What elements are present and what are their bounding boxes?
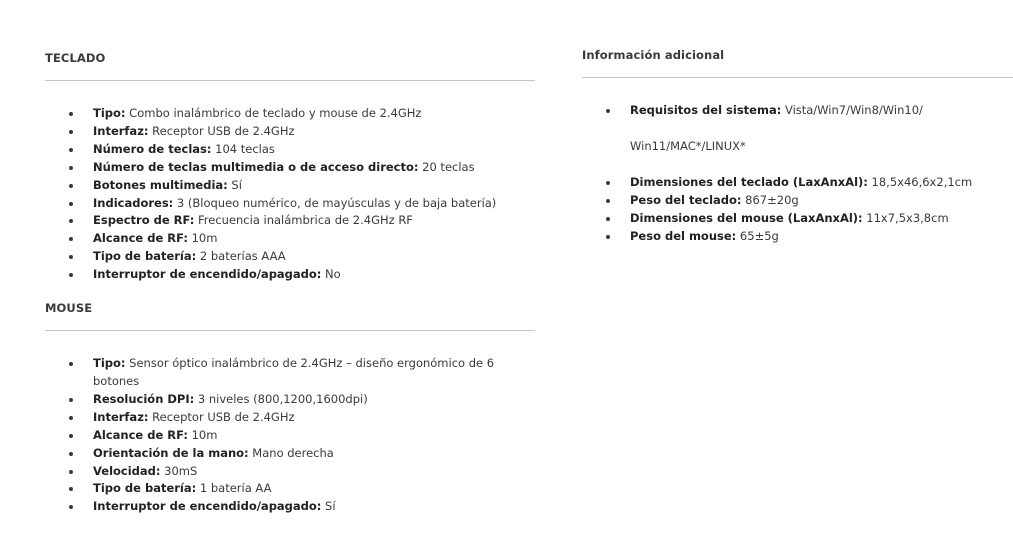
requirements-list xyxy=(582,102,1013,120)
spec-label: Peso del teclado: xyxy=(630,192,742,207)
list-item xyxy=(45,212,535,230)
spec-label: Indicadores: xyxy=(93,195,174,210)
spec-value: 3 (Bloqueo numérico, de mayúsculas y de baja batería) xyxy=(173,195,497,210)
spec-value: 30mS xyxy=(160,463,198,478)
spec-value: 10m xyxy=(187,427,218,442)
additional-info-title: Información adicional xyxy=(582,48,725,62)
list-item xyxy=(45,141,535,159)
spec-label: Espectro de RF: xyxy=(93,213,195,228)
list-item xyxy=(582,174,1013,192)
list-item xyxy=(582,210,1013,228)
spec-value: Receptor USB de 2.4GHz xyxy=(148,123,295,138)
spec-label: Número de teclas: xyxy=(93,141,212,156)
spec-value: 10m xyxy=(187,231,218,246)
spec-label: Número de teclas multimedia o de acceso directo: xyxy=(93,159,419,174)
spec-value: Sensor óptico inalámbrico de 2.4GHz – diseño ergonómico de 6 botones xyxy=(93,356,495,388)
list-item xyxy=(45,123,535,141)
spec-value: Sí xyxy=(227,177,242,192)
spec-value: Receptor USB de 2.4GHz xyxy=(148,409,295,424)
spec-value: 3 niveles (800,1200,1600dpi) xyxy=(194,391,368,406)
list-item xyxy=(45,195,535,213)
mouse-spec-list xyxy=(45,355,535,516)
spec-label: Alcance de RF: xyxy=(93,231,188,246)
list-item xyxy=(45,445,535,463)
list-item xyxy=(45,105,535,123)
spec-label: Orientación de la mano: xyxy=(93,445,249,460)
list-item xyxy=(45,427,535,445)
spec-label: Tipo: xyxy=(93,106,126,120)
spec-value: No xyxy=(321,267,341,282)
spec-value: 104 teclas xyxy=(211,141,275,156)
spec-label: Tipo de batería: xyxy=(93,481,197,496)
list-item xyxy=(582,192,1013,210)
list-item xyxy=(45,409,535,427)
spec-label: Peso del mouse: xyxy=(630,228,737,243)
list-item xyxy=(45,463,535,481)
spec-label: Requisitos del sistema: xyxy=(630,103,782,117)
list-item xyxy=(582,102,1013,120)
list-item xyxy=(45,177,535,195)
list-item xyxy=(45,230,535,248)
spec-label: Interruptor de encendido/apagado: xyxy=(93,499,322,514)
spec-label: Tipo de batería: xyxy=(93,249,197,264)
spec-label: Interfaz: xyxy=(93,123,149,138)
left-column xyxy=(45,0,535,516)
spec-label: Interruptor de encendido/apagado: xyxy=(93,267,322,282)
spec-label: Botones multimedia: xyxy=(93,177,228,192)
keyboard-spec-list xyxy=(45,105,535,284)
list-item xyxy=(45,355,535,391)
spec-value: Frecuencia inalámbrica de 2.4GHz RF xyxy=(194,213,413,228)
spec-value: Vista/Win7/Win8/Win10/ xyxy=(781,103,923,117)
spec-value: 20 teclas xyxy=(418,159,475,174)
spec-value: 18,5x46,6x2,1cm xyxy=(867,174,973,189)
spec-value: 11x7,5x3,8cm xyxy=(862,210,949,225)
requirements-continuation: Win11/MAC*/LINUX* xyxy=(630,138,746,153)
spec-label: Alcance de RF: xyxy=(93,427,188,442)
spec-label: Tipo: xyxy=(93,356,126,371)
list-item xyxy=(45,391,535,409)
additional-spec-list xyxy=(582,174,1013,246)
keyboard-section-divider xyxy=(45,80,535,81)
spec-label: Dimensiones del teclado (LaxAnxAl): xyxy=(630,174,868,189)
spec-label: Velocidad: xyxy=(93,463,161,478)
keyboard-section-title: TECLADO xyxy=(45,51,106,65)
spec-value: 65±5g xyxy=(736,228,779,243)
mouse-section-title: MOUSE xyxy=(45,301,93,316)
spec-value: Combo inalámbrico de teclado y mouse de 2.4GHz xyxy=(125,106,422,120)
list-item xyxy=(45,498,535,516)
spec-label: Dimensiones del mouse (LaxAnxAl): xyxy=(630,210,863,225)
right-column xyxy=(582,0,1013,245)
additional-info-divider xyxy=(582,77,1013,78)
spec-value: Mano derecha xyxy=(248,445,334,460)
spec-label: Resolución DPI: xyxy=(93,391,195,406)
spec-value: Sí xyxy=(321,499,336,514)
list-item xyxy=(45,480,535,498)
spec-value: 1 batería AA xyxy=(196,481,272,496)
list-item xyxy=(45,159,535,177)
spec-value: 867±20g xyxy=(741,192,799,207)
spec-label: Interfaz: xyxy=(93,409,149,424)
list-item xyxy=(45,248,535,266)
mouse-section-divider xyxy=(45,330,535,331)
spec-value: 2 baterías AAA xyxy=(196,249,286,264)
list-item xyxy=(582,228,1013,246)
list-item xyxy=(45,266,535,284)
